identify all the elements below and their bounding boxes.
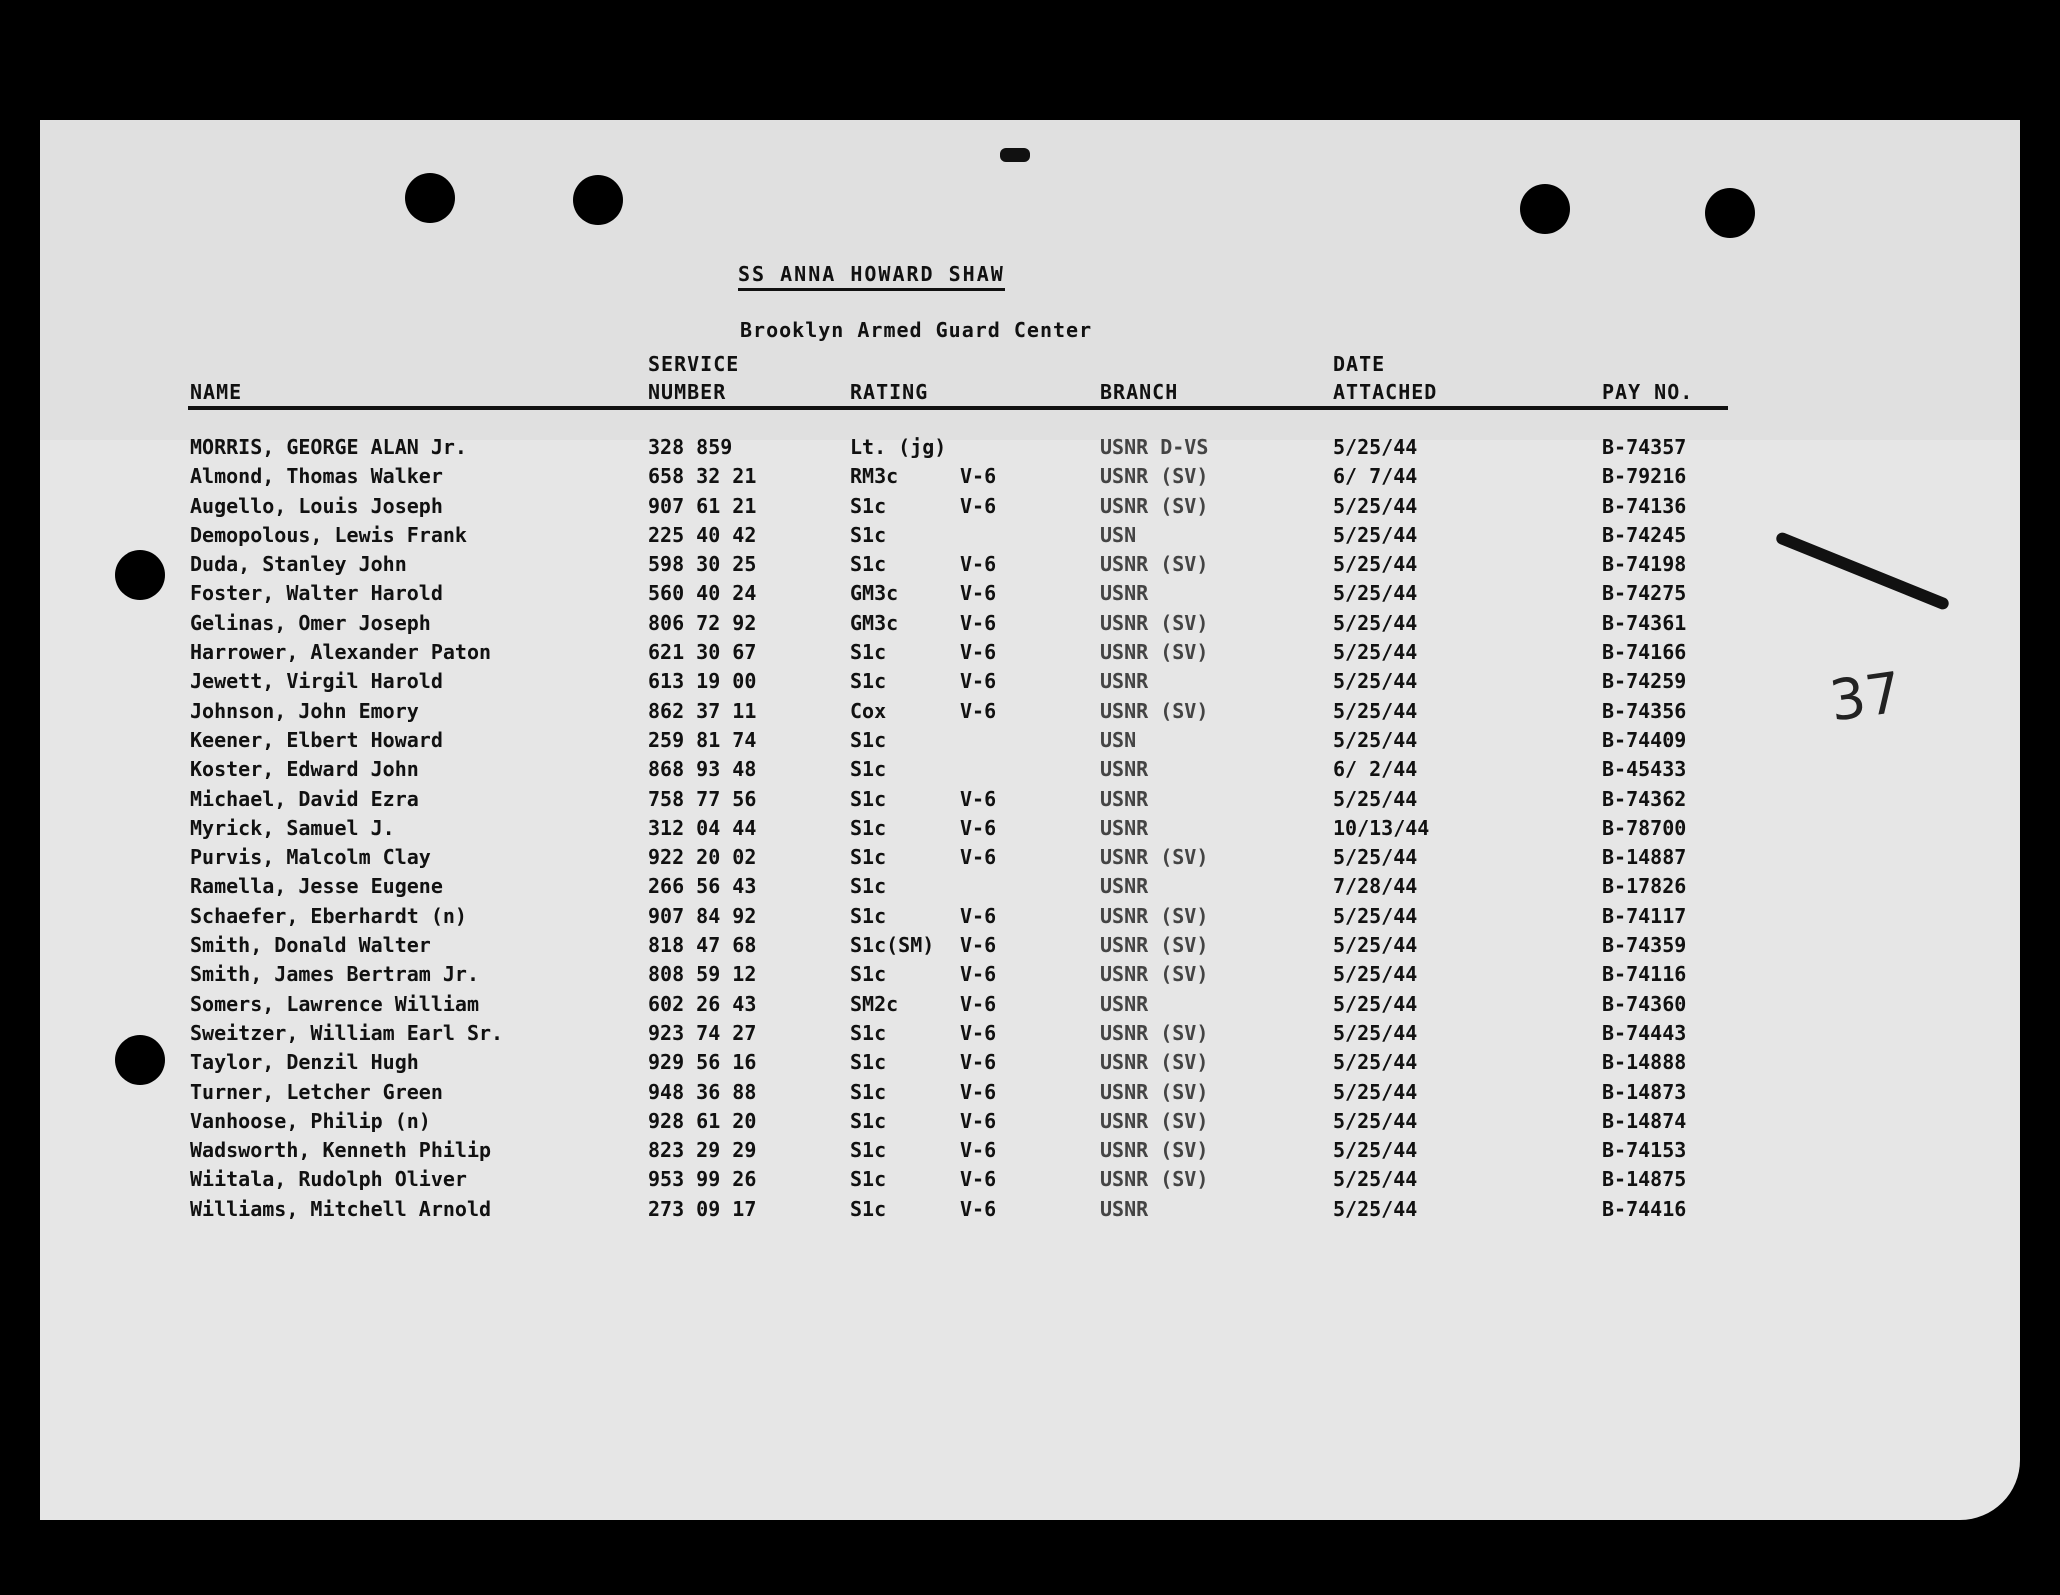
- rating-class: V-6: [960, 845, 997, 870]
- pay-number: B-17826: [1602, 874, 1687, 899]
- service-number: 328 859: [648, 435, 733, 459]
- rating: S1c: [850, 1196, 887, 1221]
- date-attached: 5/25/44: [1333, 933, 1418, 958]
- table-row: [190, 816, 1750, 845]
- rating: GM3c: [850, 581, 899, 606]
- rating: S1c: [850, 640, 887, 665]
- crew-name: Vanhoose, Philip (n): [190, 1108, 431, 1133]
- rating: Cox: [850, 698, 887, 723]
- rating: S1c: [850, 874, 887, 899]
- date-attached: 5/25/44: [1333, 1138, 1418, 1163]
- branch: USNR (SV): [1100, 845, 1209, 870]
- table-row: [190, 699, 1750, 728]
- branch: USNR (SV): [1100, 1167, 1209, 1192]
- pay-number: B-14888: [1602, 1050, 1687, 1075]
- table-row: [190, 757, 1750, 786]
- col-header-service-number: SERVICE NUMBER: [648, 352, 740, 404]
- crew-name: Ramella, Jesse Eugene: [190, 874, 443, 899]
- rating: S1c: [850, 669, 887, 694]
- branch: USNR: [1100, 757, 1149, 782]
- table-row: [190, 933, 1750, 962]
- table-row: [190, 787, 1750, 816]
- pay-number: B-74198: [1602, 552, 1687, 577]
- table-row: [190, 552, 1750, 581]
- pay-number: B-74166: [1602, 640, 1687, 665]
- date-attached: 5/25/44: [1333, 552, 1418, 577]
- table-row: [190, 640, 1750, 669]
- rating-class: V-6: [960, 1108, 997, 1133]
- date-attached: 5/25/44: [1333, 698, 1418, 723]
- pay-number: B-74275: [1602, 581, 1687, 606]
- rating-class: V-6: [960, 962, 997, 987]
- rating: S1c: [850, 1020, 887, 1045]
- crew-name: Taylor, Denzil Hugh: [190, 1050, 419, 1075]
- table-row: [190, 1138, 1750, 1167]
- crew-name: Almond, Thomas Walker: [190, 464, 443, 489]
- table-row: [190, 581, 1750, 610]
- branch: USNR (SV): [1100, 698, 1209, 723]
- paper-upper-band: [40, 120, 2020, 440]
- pay-number: B-45433: [1602, 757, 1687, 782]
- service-number: 953 99 26: [648, 1167, 757, 1192]
- rating: S1c: [850, 757, 887, 782]
- rating: RM3c: [850, 464, 899, 489]
- rating-class: V-6: [960, 1050, 997, 1075]
- crew-name: Purvis, Malcolm Clay: [190, 845, 431, 870]
- rating-class: V-6: [960, 1020, 997, 1045]
- crew-name: Demopolous, Lewis Frank: [190, 522, 467, 547]
- punch-hole-top-4: [1705, 188, 1755, 238]
- date-attached: 5/25/44: [1333, 962, 1418, 987]
- pay-number: B-74116: [1602, 962, 1687, 987]
- rating: S1c: [850, 815, 887, 840]
- service-number: 862 37 11: [648, 698, 757, 723]
- date-attached: 5/25/44: [1333, 435, 1418, 459]
- branch: USNR (SV): [1100, 933, 1209, 958]
- rating: S1c: [850, 1079, 887, 1104]
- crew-name: Gelinas, Omer Joseph: [190, 610, 431, 635]
- crew-name: MORRIS, GEORGE ALAN Jr.: [190, 435, 467, 459]
- service-number: 266 56 43: [648, 874, 757, 899]
- date-attached: 5/25/44: [1333, 610, 1418, 635]
- service-number: 923 74 27: [648, 1020, 757, 1045]
- col-header-branch: BRANCH: [1100, 380, 1179, 404]
- rating: S1c: [850, 1167, 887, 1192]
- service-number: 806 72 92: [648, 610, 757, 635]
- table-row: [190, 962, 1750, 991]
- date-attached: 5/25/44: [1333, 581, 1418, 606]
- ship-title: SS ANNA HOWARD SHAW: [738, 262, 1005, 291]
- crew-name: Turner, Letcher Green: [190, 1079, 443, 1104]
- branch: USNR: [1100, 991, 1149, 1016]
- col-header-rating: RATING: [850, 380, 929, 404]
- branch: USNR (SV): [1100, 493, 1209, 518]
- branch: USNR (SV): [1100, 1050, 1209, 1075]
- punch-hole-top-2: [573, 175, 623, 225]
- crew-name: Wadsworth, Kenneth Philip: [190, 1138, 492, 1163]
- pay-number: B-74245: [1602, 522, 1687, 547]
- top-mark: [1000, 148, 1030, 162]
- branch: USNR: [1100, 1196, 1149, 1221]
- pay-number: B-78700: [1602, 815, 1687, 840]
- service-number: 658 32 21: [648, 464, 757, 489]
- rating-class: V-6: [960, 1167, 997, 1192]
- rating-class: V-6: [960, 1138, 997, 1163]
- pay-number: B-74136: [1602, 493, 1687, 518]
- pay-number: B-74117: [1602, 903, 1687, 928]
- rating: S1c: [850, 522, 887, 547]
- branch: USNR: [1100, 581, 1149, 606]
- pay-number: B-14873: [1602, 1079, 1687, 1104]
- rating-class: V-6: [960, 464, 997, 489]
- crew-name: Harrower, Alexander Paton: [190, 640, 492, 665]
- branch: USNR D-VS: [1100, 435, 1209, 459]
- service-number: 312 04 44: [648, 815, 757, 840]
- service-number: 621 30 67: [648, 640, 757, 665]
- table-row: [190, 845, 1750, 874]
- rating-class: V-6: [960, 581, 997, 606]
- date-attached: 7/28/44: [1333, 874, 1418, 899]
- service-number: 907 84 92: [648, 903, 757, 928]
- pay-number: B-14887: [1602, 845, 1687, 870]
- rating: S1c: [850, 1108, 887, 1133]
- date-attached: 5/25/44: [1333, 1167, 1418, 1192]
- rating: S1c: [850, 786, 887, 811]
- service-number: 928 61 20: [648, 1108, 757, 1133]
- pay-number: B-74153: [1602, 1138, 1687, 1163]
- pay-number: B-74357: [1602, 435, 1687, 459]
- table-row: [190, 1021, 1750, 1050]
- crew-name: Jewett, Virgil Harold: [190, 669, 443, 694]
- service-number: 613 19 00: [648, 669, 757, 694]
- branch: USNR: [1100, 669, 1149, 694]
- branch: USNR: [1100, 874, 1149, 899]
- service-number: 560 40 24: [648, 581, 757, 606]
- pay-number: B-74416: [1602, 1196, 1687, 1221]
- rating: S1c(SM): [850, 933, 935, 958]
- rating: S1c: [850, 903, 887, 928]
- rating: S1c: [850, 1138, 887, 1163]
- rating-class: V-6: [960, 493, 997, 518]
- rating-class: V-6: [960, 610, 997, 635]
- branch: USN: [1100, 727, 1137, 752]
- table-row: [190, 464, 1750, 493]
- rating: S1c: [850, 493, 887, 518]
- date-attached: 5/25/44: [1333, 493, 1418, 518]
- branch: USNR (SV): [1100, 640, 1209, 665]
- pay-number: B-74362: [1602, 786, 1687, 811]
- branch: USNR (SV): [1100, 1138, 1209, 1163]
- branch: USNR (SV): [1100, 962, 1209, 987]
- branch: USNR: [1100, 815, 1149, 840]
- pay-number: B-14875: [1602, 1167, 1687, 1192]
- service-number: 273 09 17: [648, 1196, 757, 1221]
- service-number: 259 81 74: [648, 727, 757, 752]
- table-row: [190, 904, 1750, 933]
- date-attached: 5/25/44: [1333, 1050, 1418, 1075]
- col-header-pay-no: PAY NO.: [1602, 380, 1694, 404]
- punch-hole-left-2: [115, 1035, 165, 1085]
- rating: S1c: [850, 1050, 887, 1075]
- rating: SM2c: [850, 991, 899, 1016]
- date-attached: 5/25/44: [1333, 727, 1418, 752]
- rating-class: V-6: [960, 1196, 997, 1221]
- date-attached: 5/25/44: [1333, 1079, 1418, 1104]
- pay-number: B-79216: [1602, 464, 1687, 489]
- branch: USNR: [1100, 786, 1149, 811]
- crew-name: Schaefer, Eberhardt (n): [190, 903, 467, 928]
- crew-name: Wiitala, Rudolph Oliver: [190, 1167, 467, 1192]
- punch-hole-top-1: [405, 173, 455, 223]
- date-attached: 5/25/44: [1333, 1108, 1418, 1133]
- crew-name: Johnson, John Emory: [190, 698, 419, 723]
- branch: USNR (SV): [1100, 464, 1209, 489]
- date-attached: 5/25/44: [1333, 991, 1418, 1016]
- service-number: 868 93 48: [648, 757, 757, 782]
- table-row: [190, 523, 1750, 552]
- table-row: [190, 874, 1750, 903]
- branch: USN: [1100, 522, 1137, 547]
- rating-class: V-6: [960, 903, 997, 928]
- page-number-annotation: 37: [1825, 660, 1906, 735]
- service-number: 598 30 25: [648, 552, 757, 577]
- table-row: [190, 1167, 1750, 1196]
- pay-number: B-74356: [1602, 698, 1687, 723]
- crew-name: Augello, Louis Joseph: [190, 493, 443, 518]
- rating-class: V-6: [960, 815, 997, 840]
- service-number: 948 36 88: [648, 1079, 757, 1104]
- service-number: 602 26 43: [648, 991, 757, 1016]
- rating: Lt. (jg): [850, 435, 947, 459]
- service-number: 758 77 56: [648, 786, 757, 811]
- col-header-name: NAME: [190, 380, 243, 404]
- pay-number: B-74360: [1602, 991, 1687, 1016]
- date-attached: 6/ 2/44: [1333, 757, 1418, 782]
- rating-class: V-6: [960, 786, 997, 811]
- branch: USNR (SV): [1100, 1079, 1209, 1104]
- date-attached: 5/25/44: [1333, 640, 1418, 665]
- crew-name: Somers, Lawrence William: [190, 991, 479, 1016]
- crew-name: Smith, James Bertram Jr.: [190, 962, 479, 987]
- rating: S1c: [850, 962, 887, 987]
- service-number: 818 47 68: [648, 933, 757, 958]
- col-header-date-attached: DATE ATTACHED: [1333, 352, 1438, 404]
- table-row: [190, 669, 1750, 698]
- center-subtitle: Brooklyn Armed Guard Center: [740, 318, 1093, 342]
- date-attached: 10/13/44: [1333, 815, 1430, 840]
- branch: USNR (SV): [1100, 610, 1209, 635]
- pay-number: B-74361: [1602, 610, 1687, 635]
- rating-class: V-6: [960, 698, 997, 723]
- date-attached: 5/25/44: [1333, 1196, 1418, 1221]
- rating: GM3c: [850, 610, 899, 635]
- pay-number: B-74259: [1602, 669, 1687, 694]
- date-attached: 5/25/44: [1333, 903, 1418, 928]
- crew-name: Smith, Donald Walter: [190, 933, 431, 958]
- pay-number: B-74409: [1602, 727, 1687, 752]
- table-row: [190, 494, 1750, 523]
- crew-name: Sweitzer, William Earl Sr.: [190, 1020, 504, 1045]
- crew-name: Michael, David Ezra: [190, 786, 419, 811]
- date-attached: 6/ 7/44: [1333, 464, 1418, 489]
- date-attached: 5/25/44: [1333, 786, 1418, 811]
- crew-name: Duda, Stanley John: [190, 552, 407, 577]
- branch: USNR (SV): [1100, 1108, 1209, 1133]
- service-number: 907 61 21: [648, 493, 757, 518]
- branch: USNR (SV): [1100, 552, 1209, 577]
- rating-class: V-6: [960, 669, 997, 694]
- service-number: 922 20 02: [648, 845, 757, 870]
- service-number: 225 40 42: [648, 522, 757, 547]
- punch-hole-top-3: [1520, 184, 1570, 234]
- crew-name: Foster, Walter Harold: [190, 581, 443, 606]
- table-row: [190, 435, 1750, 464]
- crew-name: Keener, Elbert Howard: [190, 727, 443, 752]
- crew-name: Myrick, Samuel J.: [190, 815, 395, 840]
- rating-class: V-6: [960, 640, 997, 665]
- rating-class: V-6: [960, 552, 997, 577]
- rating-class: V-6: [960, 933, 997, 958]
- service-number: 929 56 16: [648, 1050, 757, 1075]
- pay-number: B-14874: [1602, 1108, 1687, 1133]
- date-attached: 5/25/44: [1333, 845, 1418, 870]
- table-row: [190, 1080, 1750, 1109]
- table-row: [190, 1197, 1750, 1226]
- service-number: 823 29 29: [648, 1138, 757, 1163]
- table-row: [190, 1050, 1750, 1079]
- crew-name: Koster, Edward John: [190, 757, 419, 782]
- crew-roster: [190, 435, 1750, 1226]
- crew-name: Williams, Mitchell Arnold: [190, 1196, 492, 1221]
- pay-number: B-74359: [1602, 933, 1687, 958]
- date-attached: 5/25/44: [1333, 1020, 1418, 1045]
- rating-class: V-6: [960, 991, 997, 1016]
- rating: S1c: [850, 727, 887, 752]
- rating: S1c: [850, 552, 887, 577]
- date-attached: 5/25/44: [1333, 522, 1418, 547]
- date-attached: 5/25/44: [1333, 669, 1418, 694]
- rating-class: V-6: [960, 1079, 997, 1104]
- rating: S1c: [850, 845, 887, 870]
- pay-number: B-74443: [1602, 1020, 1687, 1045]
- punch-hole-left-1: [115, 550, 165, 600]
- table-row: [190, 728, 1750, 757]
- table-row: [190, 1109, 1750, 1138]
- table-row: [190, 992, 1750, 1021]
- branch: USNR (SV): [1100, 903, 1209, 928]
- branch: USNR (SV): [1100, 1020, 1209, 1045]
- header-rule: [188, 406, 1728, 410]
- table-row: [190, 611, 1750, 640]
- service-number: 808 59 12: [648, 962, 757, 987]
